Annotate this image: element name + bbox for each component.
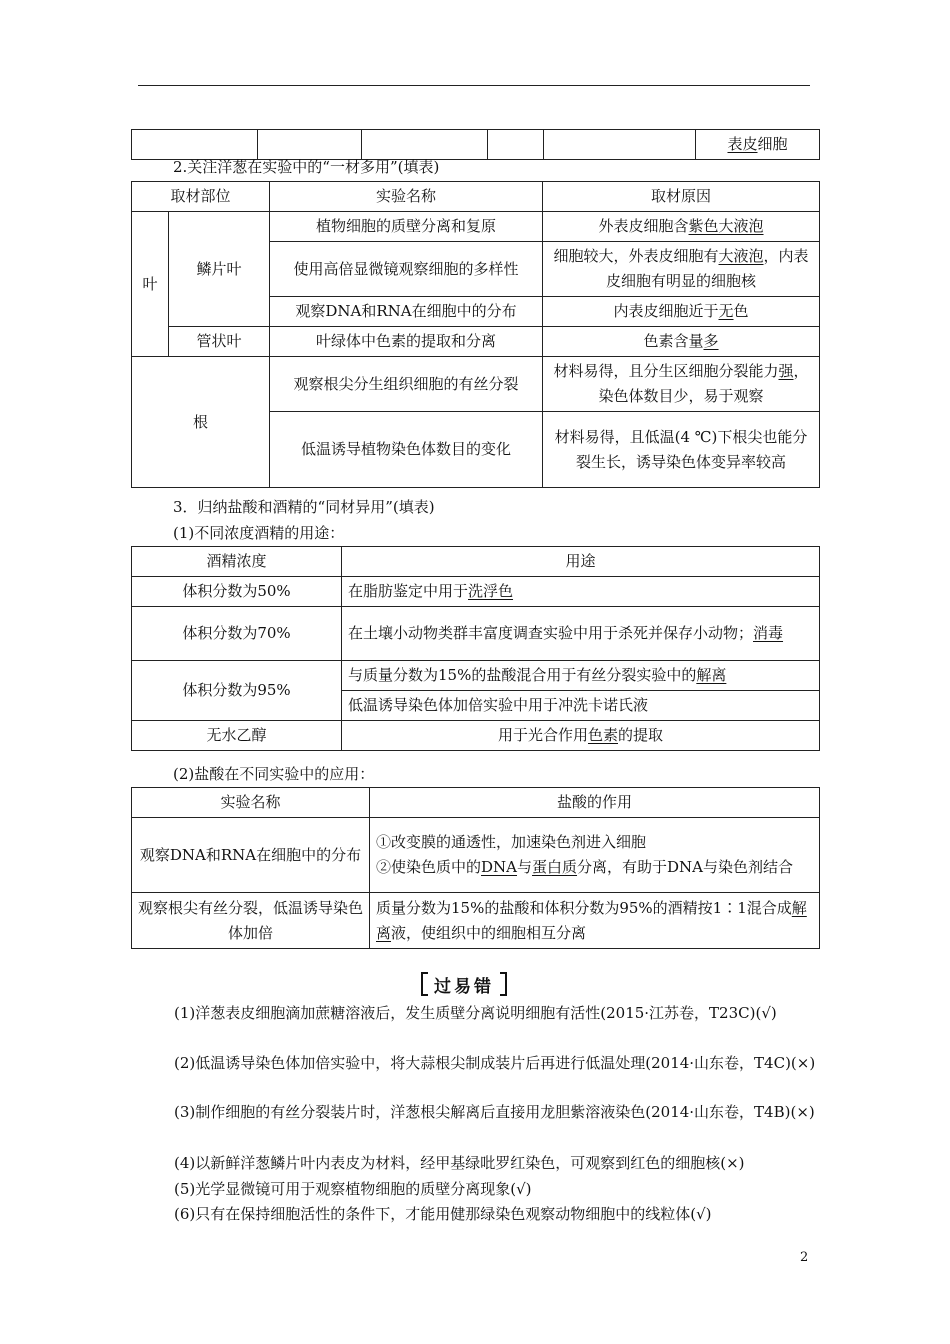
group-root: 根 (132, 357, 270, 488)
table-cell: 材料易得，且分生区细胞分裂能力强，染色体数目少，易于观察 (543, 357, 820, 412)
table-cell: 质量分数为15%的盐酸和体积分数为95%的酒精按1∶1混合成解离液，使组织中的细胞相互分离 (370, 893, 820, 949)
left-bracket-icon (421, 972, 428, 996)
group-leaf: 叶 (132, 212, 169, 357)
header-part: 取材部位 (132, 182, 270, 212)
error-item: (4)以新鲜洋葱鳞片叶内表皮为材料，经甲基绿吡罗红染色，可观察到红色的细胞核(×) (174, 1154, 745, 1172)
section2-title: 2.关注洋葱在实验中的“一材多用”(填表) (173, 158, 440, 176)
table-cell: 体积分数为95% (132, 661, 342, 721)
table-cell: 叶绿体中色素的提取和分离 (270, 327, 543, 357)
header-experiment: 实验名称 (270, 182, 543, 212)
error-item: (3)制作细胞的有丝分裂装片时，洋葱根尖解离后直接用龙胆紫溶液染色(2014·山东卷，T4B)(×) (174, 1103, 815, 1121)
table-cell: 与质量分数为15%的盐酸混合用于有丝分裂实验中的解离 (342, 661, 820, 691)
sub-scale-leaf: 鳞片叶 (169, 212, 270, 327)
table-cell: 在脂肪鉴定中用于洗浮色 (342, 577, 820, 607)
table-cell: 色素含量多 (543, 327, 820, 357)
onion-table (131, 181, 820, 488)
error-item: (5)光学显微镜可用于观察植物细胞的质壁分离现象(√) (174, 1180, 532, 1198)
table-cell: 低温诱导染色体加倍实验中用于冲洗卡诺氏液 (342, 691, 820, 721)
table-cell: 观察根尖有丝分裂，低温诱导染色体加倍 (132, 893, 370, 949)
header-reason: 取材原因 (543, 182, 820, 212)
alcohol-table (131, 546, 820, 751)
table-cell: 观察DNA和RNA在细胞中的分布 (270, 297, 543, 327)
table-cell: ①改变膜的通透性，加速染色剂进入细胞 ②使染色质中的DNA与蛋白质分离，有助于DNA与染色剂结合 (370, 818, 820, 893)
table-cell: 观察根尖分生组织细胞的有丝分裂 (270, 357, 543, 412)
section3-sub1: (1)不同浓度酒精的用途： (173, 524, 345, 542)
error-item: (6)只有在保持细胞活性的条件下，才能用健那绿染色观察动物细胞中的线粒体(√) (174, 1205, 712, 1223)
error-item: (1)洋葱表皮细胞滴加蔗糖溶液后，发生质壁分离说明细胞有活性(2015·江苏卷，T23C)(√) (174, 1004, 777, 1022)
sub-tubular-leaf: 管状叶 (169, 327, 270, 357)
error-item: (2)低温诱导染色体加倍实验中，将大蒜根尖制成装片后再进行低温处理(2014·山东卷，T4C)(×) (174, 1054, 816, 1072)
page-number: 2 (800, 1250, 809, 1265)
table-cell: 细胞较大，外表皮细胞有大液泡，内表皮细胞有明显的细胞核 (543, 242, 820, 297)
table-cell: 材料易得，且低温(4 ℃)下根尖也能分裂生长，诱导染色体变异率较高 (543, 412, 820, 488)
table-cell: 植物细胞的质壁分离和复原 (270, 212, 543, 242)
table-cell: 观察DNA和RNA在细胞中的分布 (132, 818, 370, 893)
table-cell: 低温诱导植物染色体数目的变化 (270, 412, 543, 488)
table-cell: 外表皮细胞含紫色大液泡 (543, 212, 820, 242)
top-cell-text: 表皮细胞 (696, 130, 820, 160)
table-cell: 用于光合作用色素的提取 (342, 721, 820, 751)
section3-title: 3．归纳盐酸和酒精的“同材异用”(填表) (173, 498, 435, 516)
header-experiment-name: 实验名称 (132, 788, 370, 818)
table-cell: 使用高倍显微镜观察细胞的多样性 (270, 242, 543, 297)
error-section-badge: 过易错 (421, 970, 507, 998)
header-hcl-role: 盐酸的作用 (370, 788, 820, 818)
table-cell: 内表皮细胞近于无色 (543, 297, 820, 327)
table-cell: 在土壤小动物类群丰富度调查实验中用于杀死并保存小动物；消毒 (342, 607, 820, 661)
table-cell: 体积分数为70% (132, 607, 342, 661)
table-cell: 无水乙醇 (132, 721, 342, 751)
right-bracket-icon (500, 972, 507, 996)
header-concentration: 酒精浓度 (132, 547, 342, 577)
table-cell: 体积分数为50% (132, 577, 342, 607)
header-rule (138, 85, 810, 86)
header-usage: 用途 (342, 547, 820, 577)
section3-sub2: (2)盐酸在不同实验中的应用： (173, 765, 375, 783)
hcl-table (131, 787, 820, 949)
